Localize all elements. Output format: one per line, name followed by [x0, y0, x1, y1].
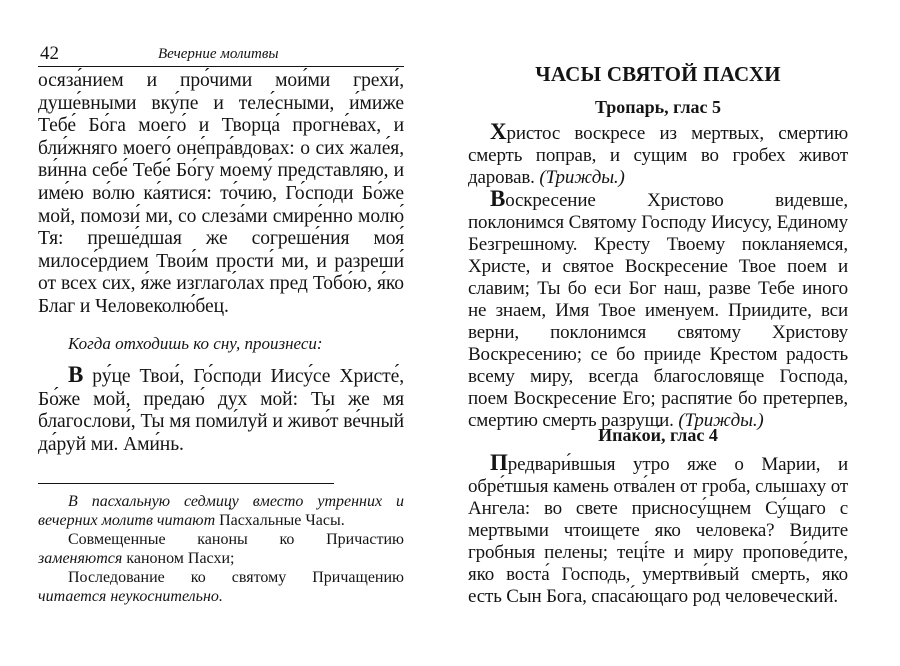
hypakoe-heading: Ипакои́, глас 4 [598, 425, 718, 445]
footnote-3-italic: читается неукоснительно. [38, 588, 223, 605]
footnote-2-italic: заменяются [38, 550, 123, 567]
resurrection-hymn-paragraph [468, 188, 848, 432]
running-title: Вечерние молитвы [158, 46, 279, 62]
troparion [468, 121, 848, 189]
footnote-2-roman: Совмещенные каноны ко Причастию [68, 531, 404, 548]
hymn-note: (Трижды.) [678, 410, 764, 431]
footnote-divider [38, 483, 334, 484]
prayer-text: ру́це Твои́, Го́споди Иису́се Христе́, Бо́же мой, предаю́ дух мой: Ты же мя благослови́, Ты мя поми́луй и живо́т ве́чный да́руй ми. Ами́нь. [38, 366, 404, 455]
footnote-2 [38, 530, 404, 568]
continuation-text: осяза́нием и про́чими мои́ми грехи́, душе́вными вку́пе и теле́сными, и́миже Тебе́ Бо́га моего́ и Творца́ прогне́вах, и бли́жняго моего́ оне́пра́вдовах: о сих жале́я, ви́нна себе́ Тебе́ Бо́гу моему́ представляю, и име́ю во́лю ка́ятися: то́чию, Го́споди Бо́же мой, помози́ ми, со слеза́ми смире́нно молю́ Тя: преше́дшая же согреше́ния моя́ милосе́рдием Твои́м прости́ ми, и разреши́ от всех сих, я́же изглаго́лах пред Тобо́ю, я́ко Благ и Человеколю́бец. [38, 70, 404, 317]
hypakoe-initial: П [490, 450, 508, 475]
page-number: 42 [40, 43, 59, 64]
troparion-note: (Трижды.) [539, 167, 625, 188]
footnote-1-roman: Пасхальные Часы. [215, 512, 345, 529]
bedtime-prayer [38, 364, 404, 456]
continuation-paragraph [38, 70, 404, 319]
instruction-text: Когда отходишь ко сну, произнеси: [68, 334, 323, 353]
footnotes [38, 492, 404, 606]
hypakoe-paragraph [468, 452, 848, 608]
troparion-paragraph [468, 121, 848, 189]
footnote-3 [38, 568, 404, 606]
running-head [38, 44, 404, 67]
hypakoe-text: редвари́вшыя утро яже о Марии, и обре́тшыя камень отва́лен от гроба, слышаху от Ангела: во свете присносу́щнем Су́щаго с мертвыми чтоищете яко человека? Видите гробныя пелены; теці́те и миру пропове́дите, яко воста́ Господь, умертви́вый смерть, яко есть Сын Бога, спаса́ющаго род человеческий. [468, 454, 848, 607]
footnote-3-roman: Последование ко святому Причащению [68, 569, 404, 586]
hymn-initial: В [490, 186, 506, 211]
footnote-1 [38, 492, 404, 530]
prayer-initial: В [68, 362, 84, 387]
troparion-heading: Тропарь, глас 5 [594, 97, 722, 117]
hypakoe [468, 452, 848, 608]
resurrection-hymn [468, 188, 848, 432]
hymn-text: оскресение Христово видевше, поклонимся Святому Господу Иисусу, Единому Безгрешному. Кресту Твоему покланяемся, Христе, и святое Воскресение Твое поем и славим; Ты бо еси Бог наш, разве Тебе иного не знаем, Имя Твое именуем. Приидите, вси верни, поклонимся святому Христову Воскресению; се бо прииде Крестом радость всему миру, всегда благословяще Господа, поем Воскресение Его; распятие бо претерпев, смертию смерть разруши. [468, 190, 848, 431]
troparion-initial: Х [490, 119, 507, 144]
section-title: ЧАСЫ СВЯТОЙ ПАСХИ [535, 62, 781, 86]
troparion-text: ристос воскресе из мертвых, смертию смерть поправ, и сущим во гробех живот даровав. [468, 123, 848, 188]
footnote-2-roman-end: каноном Пасхи; [122, 550, 235, 567]
footnote-1-italic: В пасхальную седмицу вместо утренних и вечерних молитв читают [38, 493, 404, 529]
